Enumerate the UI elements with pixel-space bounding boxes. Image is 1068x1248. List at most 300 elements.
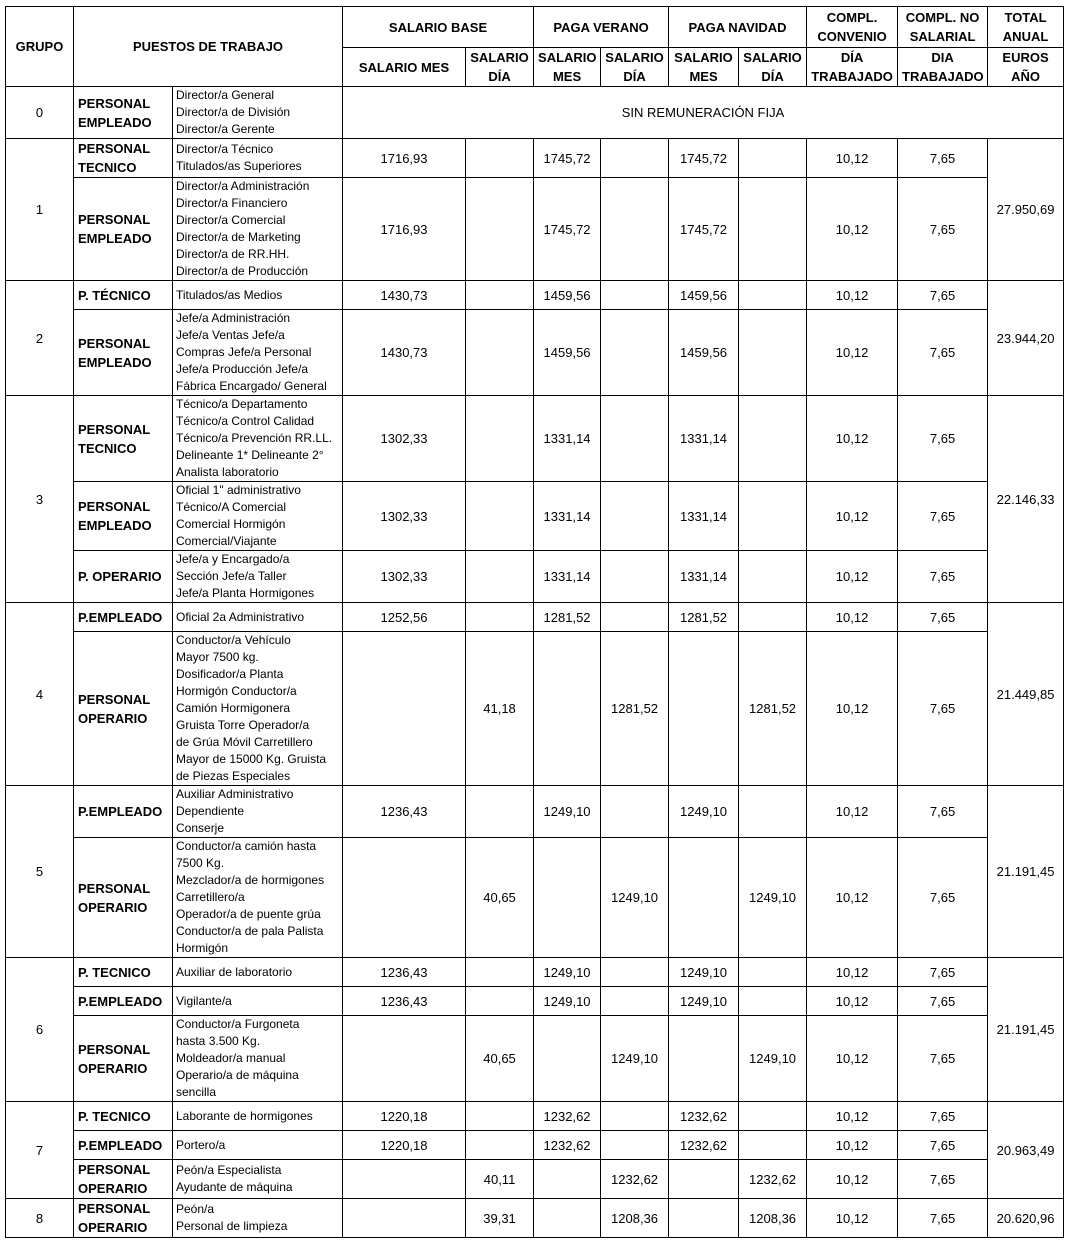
navidad-salario-mes [669, 1016, 739, 1102]
job-title: Dosificador/a Planta [176, 667, 284, 681]
job-title: Camión Hormigonera [176, 701, 291, 715]
total-anual: 27.950,69 [988, 139, 1064, 281]
navidad-salario-mes: 1249,10 [669, 786, 739, 838]
job-title: Técnico/a Prevención RR.LL. [176, 431, 333, 445]
verano-salario-dia [601, 178, 669, 281]
group-number: 8 [6, 1199, 74, 1238]
total-anual: 20.963,49 [988, 1102, 1064, 1199]
verano-salario-dia [601, 958, 669, 987]
header-paga-navidad: PAGA NAVIDAD [669, 7, 807, 48]
job-titles-cell [173, 310, 343, 396]
header-verano-salario-dia: SALARIO DÍA [601, 48, 669, 87]
job-titles-cell [173, 1016, 343, 1102]
job-title: Técnico/a Departamento [176, 397, 308, 411]
job-title: hasta 3.500 Kg. [176, 1034, 261, 1048]
category-label: PERSONAL OPERARIO [74, 838, 173, 958]
job-title: Jefe/a Planta Hormigones [176, 586, 315, 600]
category-label: PERSONAL OPERARIO [74, 1160, 173, 1199]
category-label: PERSONAL TECNICO [74, 396, 173, 482]
verano-salario-dia [601, 482, 669, 551]
compl-no-salarial: 7,65 [898, 987, 988, 1016]
job-title: Director/a Administración [176, 179, 310, 193]
base-salario-mes: 1430,73 [343, 310, 466, 396]
navidad-salario-mes: 1459,56 [669, 310, 739, 396]
base-salario-mes: 1220,18 [343, 1102, 466, 1131]
compl-convenio: 10,12 [807, 786, 898, 838]
compl-no-salarial: 7,65 [898, 310, 988, 396]
job-titles-cell [173, 551, 343, 603]
navidad-salario-mes: 1745,72 [669, 139, 739, 178]
job-title: Técnico/a Control Calidad [176, 414, 315, 428]
compl-convenio: 10,12 [807, 139, 898, 178]
total-anual: 21.449,85 [988, 603, 1064, 786]
base-salario-dia [466, 551, 534, 603]
job-title: Analista laboratorio [176, 465, 279, 479]
job-title: Portero/a [176, 1137, 226, 1152]
job-title: Técnico/A Comercial [176, 500, 287, 514]
navidad-salario-dia [739, 551, 807, 603]
group-number: 3 [6, 396, 74, 603]
job-title: Jefe/a y Encargado/a [176, 552, 290, 566]
job-title: Ayudante de máquina [176, 1180, 293, 1194]
category-label: P. TECNICO [74, 1102, 173, 1131]
navidad-salario-dia [739, 139, 807, 178]
compl-no-salarial: 7,65 [898, 958, 988, 987]
compl-no-salarial: 7,65 [898, 139, 988, 178]
job-title: Operador/a de puente grúa [176, 907, 321, 921]
verano-salario-mes: 1331,14 [534, 551, 601, 603]
verano-salario-mes: 1232,62 [534, 1102, 601, 1131]
job-title: Peón/a [176, 1202, 215, 1216]
navidad-salario-mes: 1331,14 [669, 482, 739, 551]
job-title: Director/a General [176, 88, 275, 102]
job-title: Jefe/a Producción Jefe/a [176, 362, 309, 376]
table-row [6, 1102, 1064, 1131]
job-title: de Grúa Móvil Carretillero [176, 735, 313, 749]
verano-salario-dia: 1281,52 [601, 632, 669, 786]
base-salario-mes: 1716,93 [343, 139, 466, 178]
compl-no-salarial: 7,65 [898, 1160, 988, 1199]
verano-salario-dia [601, 396, 669, 482]
table-row [6, 281, 1064, 310]
table-row [6, 1199, 1064, 1238]
navidad-salario-mes [669, 1199, 739, 1238]
job-titles-cell [173, 786, 343, 838]
verano-salario-dia [601, 551, 669, 603]
header-convenio-dia-trabajado: DÍA TRABAJADO [807, 48, 898, 87]
job-title: Mayor 7500 kg. [176, 650, 259, 664]
navidad-salario-mes: 1331,14 [669, 396, 739, 482]
base-salario-mes [343, 1016, 466, 1102]
job-title: Auxiliar Administrativo [176, 787, 294, 801]
category-label: PERSONAL TECNICO [74, 139, 173, 178]
header-base-salario-dia: SALARIO DÍA [466, 48, 534, 87]
navidad-salario-mes: 1745,72 [669, 178, 739, 281]
base-salario-dia [466, 987, 534, 1016]
job-title: 7500 Kg. [176, 856, 225, 870]
group-number: 4 [6, 603, 74, 786]
compl-convenio: 10,12 [807, 838, 898, 958]
job-titles-cell [173, 987, 343, 1016]
total-anual: 20.620,96 [988, 1199, 1064, 1238]
compl-convenio: 10,12 [807, 1131, 898, 1160]
group-number: 5 [6, 786, 74, 958]
compl-convenio: 10,12 [807, 482, 898, 551]
navidad-salario-mes: 1249,10 [669, 958, 739, 987]
category-label: P. OPERARIO [74, 551, 173, 603]
table-row [6, 1160, 1064, 1199]
base-salario-mes [343, 1160, 466, 1199]
job-title: Hormigón [176, 941, 229, 955]
base-salario-dia [466, 396, 534, 482]
category-label: PERSONAL OPERARIO [74, 632, 173, 786]
table-row [6, 1131, 1064, 1160]
base-salario-mes: 1236,43 [343, 987, 466, 1016]
navidad-salario-dia [739, 958, 807, 987]
table-body [6, 87, 1064, 1238]
base-salario-dia [466, 958, 534, 987]
job-titles-cell [173, 281, 343, 310]
job-title: Jefe/a Administración [176, 311, 291, 325]
base-salario-dia: 40,65 [466, 838, 534, 958]
compl-convenio: 10,12 [807, 1160, 898, 1199]
job-titles-cell [173, 1199, 343, 1238]
table-row [6, 178, 1064, 281]
job-title: Oficial 2a Administrativo [176, 609, 305, 624]
table-row [6, 632, 1064, 786]
job-title: Delineante 1* Delineante 2° [176, 448, 324, 462]
job-title: Dependiente [176, 804, 245, 818]
job-title: Oficial 1" administrativo [176, 483, 301, 497]
verano-salario-mes [534, 1199, 601, 1238]
navidad-salario-mes: 1331,14 [669, 551, 739, 603]
compl-convenio: 10,12 [807, 958, 898, 987]
total-anual: 22.146,33 [988, 396, 1064, 603]
verano-salario-dia: 1208,36 [601, 1199, 669, 1238]
verano-salario-mes: 1249,10 [534, 987, 601, 1016]
navidad-salario-dia [739, 310, 807, 396]
base-salario-dia: 41,18 [466, 632, 534, 786]
job-title: Director/a Gerente [176, 122, 275, 136]
table-row [6, 958, 1064, 987]
header-verano-salario-mes: SALARIO MES [534, 48, 601, 87]
navidad-salario-dia [739, 1102, 807, 1131]
base-salario-mes: 1236,43 [343, 786, 466, 838]
compl-convenio: 10,12 [807, 281, 898, 310]
category-label: PERSONAL OPERARIO [74, 1016, 173, 1102]
category-label: PERSONAL OPERARIO [74, 1199, 173, 1238]
job-title: sencilla [176, 1085, 217, 1099]
compl-no-salarial: 7,65 [898, 281, 988, 310]
job-title: Director/a Comercial [176, 213, 286, 227]
compl-no-salarial: 7,65 [898, 1102, 988, 1131]
job-title: Mayor de 15000 Kg. Gruista [176, 752, 327, 766]
category-label: PERSONAL EMPLEADO [74, 87, 173, 139]
group-number: 0 [6, 87, 74, 139]
header-base-salario-mes: SALARIO MES [343, 48, 466, 87]
job-title: Conductor/a Furgoneta [176, 1017, 300, 1031]
base-salario-dia: 40,11 [466, 1160, 534, 1199]
compl-no-salarial: 7,65 [898, 603, 988, 632]
job-title: Conductor/a de pala Palista [176, 924, 324, 938]
job-title: Director/a Financiero [176, 196, 288, 210]
header-grupo: GRUPO [6, 7, 74, 87]
base-salario-dia [466, 603, 534, 632]
table-row [6, 838, 1064, 958]
table-row [6, 1016, 1064, 1102]
verano-salario-mes: 1249,10 [534, 786, 601, 838]
job-title: Titulados/as Medios [176, 287, 283, 302]
job-title: Moldeador/a manual [176, 1051, 286, 1065]
navidad-salario-dia: 1281,52 [739, 632, 807, 786]
compl-no-salarial: 7,65 [898, 1131, 988, 1160]
job-title: Operario/a de máquina [176, 1068, 299, 1082]
job-title: Sección Jefe/a Taller [176, 569, 287, 583]
group-number: 6 [6, 958, 74, 1102]
compl-convenio: 10,12 [807, 987, 898, 1016]
base-salario-mes [343, 632, 466, 786]
compl-convenio: 10,12 [807, 1016, 898, 1102]
verano-salario-dia [601, 139, 669, 178]
compl-convenio: 10,12 [807, 632, 898, 786]
job-titles-cell [173, 1102, 343, 1131]
job-title: Gruista Torre Operador/a [176, 718, 310, 732]
job-title: Comercial Hormigón [176, 517, 286, 531]
job-title: Laborante de hormigones [176, 1108, 313, 1123]
table-row [6, 987, 1064, 1016]
group-number: 7 [6, 1102, 74, 1199]
base-salario-dia: 40,65 [466, 1016, 534, 1102]
base-salario-mes: 1716,93 [343, 178, 466, 281]
base-salario-dia [466, 178, 534, 281]
compl-no-salarial: 7,65 [898, 1016, 988, 1102]
total-anual: 23.944,20 [988, 281, 1064, 396]
job-titles-cell [173, 87, 343, 139]
compl-no-salarial: 7,65 [898, 786, 988, 838]
verano-salario-mes: 1745,72 [534, 139, 601, 178]
header-compl-no-salarial: COMPL. NO SALARIAL [898, 7, 988, 48]
compl-no-salarial: 7,65 [898, 482, 988, 551]
compl-convenio: 10,12 [807, 603, 898, 632]
total-anual: 21.191,45 [988, 786, 1064, 958]
verano-salario-mes: 1249,10 [534, 958, 601, 987]
job-title: Jefe/a Ventas Jefe/a [176, 328, 285, 342]
base-salario-dia [466, 786, 534, 838]
navidad-salario-mes: 1281,52 [669, 603, 739, 632]
base-salario-dia [466, 281, 534, 310]
job-titles-cell [173, 632, 343, 786]
job-title: Comercial/Viajante [176, 534, 277, 548]
job-title: Hormigón Conductor/a [176, 684, 297, 698]
navidad-salario-mes [669, 838, 739, 958]
verano-salario-dia: 1249,10 [601, 838, 669, 958]
category-label: PERSONAL EMPLEADO [74, 310, 173, 396]
job-title: Vigilante/a [176, 993, 232, 1008]
job-title: Peón/a Especialista [176, 1163, 282, 1177]
compl-convenio: 10,12 [807, 1102, 898, 1131]
base-salario-dia [466, 482, 534, 551]
navidad-salario-dia [739, 178, 807, 281]
job-titles-cell [173, 178, 343, 281]
category-label: P.EMPLEADO [74, 1131, 173, 1160]
verano-salario-mes [534, 838, 601, 958]
header-puestos: PUESTOS DE TRABAJO [74, 7, 343, 87]
job-title: Director/a de RR.HH. [176, 247, 290, 261]
table-row [6, 310, 1064, 396]
job-title: de Piezas Especiales [176, 769, 291, 783]
navidad-salario-dia: 1208,36 [739, 1199, 807, 1238]
job-titles-cell [173, 1160, 343, 1199]
job-title: Auxiliar de laboratorio [176, 964, 293, 979]
navidad-salario-dia [739, 482, 807, 551]
base-salario-dia [466, 310, 534, 396]
header-paga-verano: PAGA VERANO [534, 7, 669, 48]
base-salario-dia [466, 1131, 534, 1160]
job-titles-cell [173, 1131, 343, 1160]
job-title: Director/a de Producción [176, 264, 309, 278]
job-title: Carretillero/a [176, 890, 245, 904]
base-salario-mes: 1252,56 [343, 603, 466, 632]
navidad-salario-dia [739, 786, 807, 838]
compl-no-salarial: 7,65 [898, 551, 988, 603]
job-title: Titulados/as Superiores [176, 159, 302, 173]
category-label: PERSONAL EMPLEADO [74, 178, 173, 281]
compl-no-salarial: 7,65 [898, 1199, 988, 1238]
job-title: Mezclador/a de hormigones [176, 873, 325, 887]
verano-salario-dia: 1249,10 [601, 1016, 669, 1102]
job-title: Conductor/a Vehículo [176, 633, 291, 647]
header-navidad-salario-dia: SALARIO DÍA [739, 48, 807, 87]
verano-salario-mes: 1745,72 [534, 178, 601, 281]
base-salario-dia [466, 1102, 534, 1131]
header-compl-convenio: COMPL. CONVENIO [807, 7, 898, 48]
category-label: P. TÉCNICO [74, 281, 173, 310]
navidad-salario-mes: 1232,62 [669, 1102, 739, 1131]
job-title: Director/a Técnico [176, 142, 274, 156]
header-navidad-salario-mes: SALARIO MES [669, 48, 739, 87]
navidad-salario-dia [739, 603, 807, 632]
job-titles-cell [173, 958, 343, 987]
compl-convenio: 10,12 [807, 178, 898, 281]
table-row [6, 551, 1064, 603]
navidad-salario-mes [669, 632, 739, 786]
no-fixed-salary-note: SIN REMUNERACIÓN FIJA [343, 87, 1064, 139]
base-salario-mes: 1302,33 [343, 482, 466, 551]
job-titles-cell [173, 603, 343, 632]
header-euros-ano: EUROS AÑO [988, 48, 1064, 87]
verano-salario-dia [601, 1131, 669, 1160]
verano-salario-mes [534, 1160, 601, 1199]
base-salario-dia [466, 139, 534, 178]
base-salario-mes: 1302,33 [343, 396, 466, 482]
job-title: Fábrica Encargado/ General [176, 379, 327, 393]
compl-no-salarial: 7,65 [898, 838, 988, 958]
base-salario-mes: 1220,18 [343, 1131, 466, 1160]
verano-salario-mes: 1459,56 [534, 310, 601, 396]
header-total-anual: TOTAL ANUAL [988, 7, 1064, 48]
verano-salario-mes [534, 1016, 601, 1102]
table-row [6, 396, 1064, 482]
category-label: PERSONAL EMPLEADO [74, 482, 173, 551]
verano-salario-dia [601, 987, 669, 1016]
compl-no-salarial: 7,65 [898, 396, 988, 482]
verano-salario-dia [601, 786, 669, 838]
verano-salario-dia [601, 281, 669, 310]
verano-salario-mes [534, 632, 601, 786]
navidad-salario-mes: 1232,62 [669, 1131, 739, 1160]
group-number: 2 [6, 281, 74, 396]
verano-salario-mes: 1232,62 [534, 1131, 601, 1160]
compl-no-salarial: 7,65 [898, 178, 988, 281]
job-title: Director/a de División [176, 105, 291, 119]
navidad-salario-mes: 1459,56 [669, 281, 739, 310]
base-salario-dia: 39,31 [466, 1199, 534, 1238]
job-title: Director/a de Marketing [176, 230, 301, 244]
table-row [6, 482, 1064, 551]
base-salario-mes [343, 838, 466, 958]
verano-salario-mes: 1459,56 [534, 281, 601, 310]
table-row [6, 139, 1064, 178]
job-titles-cell [173, 139, 343, 178]
job-title: Conserje [176, 821, 225, 835]
compl-convenio: 10,12 [807, 396, 898, 482]
job-title: Conductor/a camión hasta [176, 839, 317, 853]
verano-salario-mes: 1331,14 [534, 396, 601, 482]
base-salario-mes [343, 1199, 466, 1238]
salary-table [5, 6, 1064, 1238]
verano-salario-dia [601, 1102, 669, 1131]
navidad-salario-dia: 1232,62 [739, 1160, 807, 1199]
navidad-salario-mes [669, 1160, 739, 1199]
category-label: P.EMPLEADO [74, 603, 173, 632]
navidad-salario-mes: 1249,10 [669, 987, 739, 1016]
verano-salario-mes: 1281,52 [534, 603, 601, 632]
base-salario-mes: 1430,73 [343, 281, 466, 310]
navidad-salario-dia [739, 281, 807, 310]
navidad-salario-dia: 1249,10 [739, 1016, 807, 1102]
navidad-salario-dia [739, 396, 807, 482]
compl-no-salarial: 7,65 [898, 632, 988, 786]
compl-convenio: 10,12 [807, 1199, 898, 1238]
category-label: P.EMPLEADO [74, 786, 173, 838]
navidad-salario-dia: 1249,10 [739, 838, 807, 958]
compl-convenio: 10,12 [807, 310, 898, 396]
category-label: P.EMPLEADO [74, 987, 173, 1016]
verano-salario-dia: 1232,62 [601, 1160, 669, 1199]
job-title: Personal de limpieza [176, 1219, 288, 1233]
table-row [6, 786, 1064, 838]
group-number: 1 [6, 139, 74, 281]
job-titles-cell [173, 396, 343, 482]
job-title: Compras Jefe/a Personal [176, 345, 312, 359]
header-salario-base: SALARIO BASE [343, 7, 534, 48]
header-nosalarial-dia-trabajado: DIA TRABAJADO [898, 48, 988, 87]
base-salario-mes: 1302,33 [343, 551, 466, 603]
job-titles-cell [173, 838, 343, 958]
table-row [6, 603, 1064, 632]
table-row [6, 87, 1064, 139]
base-salario-mes: 1236,43 [343, 958, 466, 987]
job-titles-cell [173, 482, 343, 551]
verano-salario-dia [601, 603, 669, 632]
total-anual: 21.191,45 [988, 958, 1064, 1102]
verano-salario-mes: 1331,14 [534, 482, 601, 551]
compl-convenio: 10,12 [807, 551, 898, 603]
category-label: P. TECNICO [74, 958, 173, 987]
navidad-salario-dia [739, 987, 807, 1016]
navidad-salario-dia [739, 1131, 807, 1160]
verano-salario-dia [601, 310, 669, 396]
